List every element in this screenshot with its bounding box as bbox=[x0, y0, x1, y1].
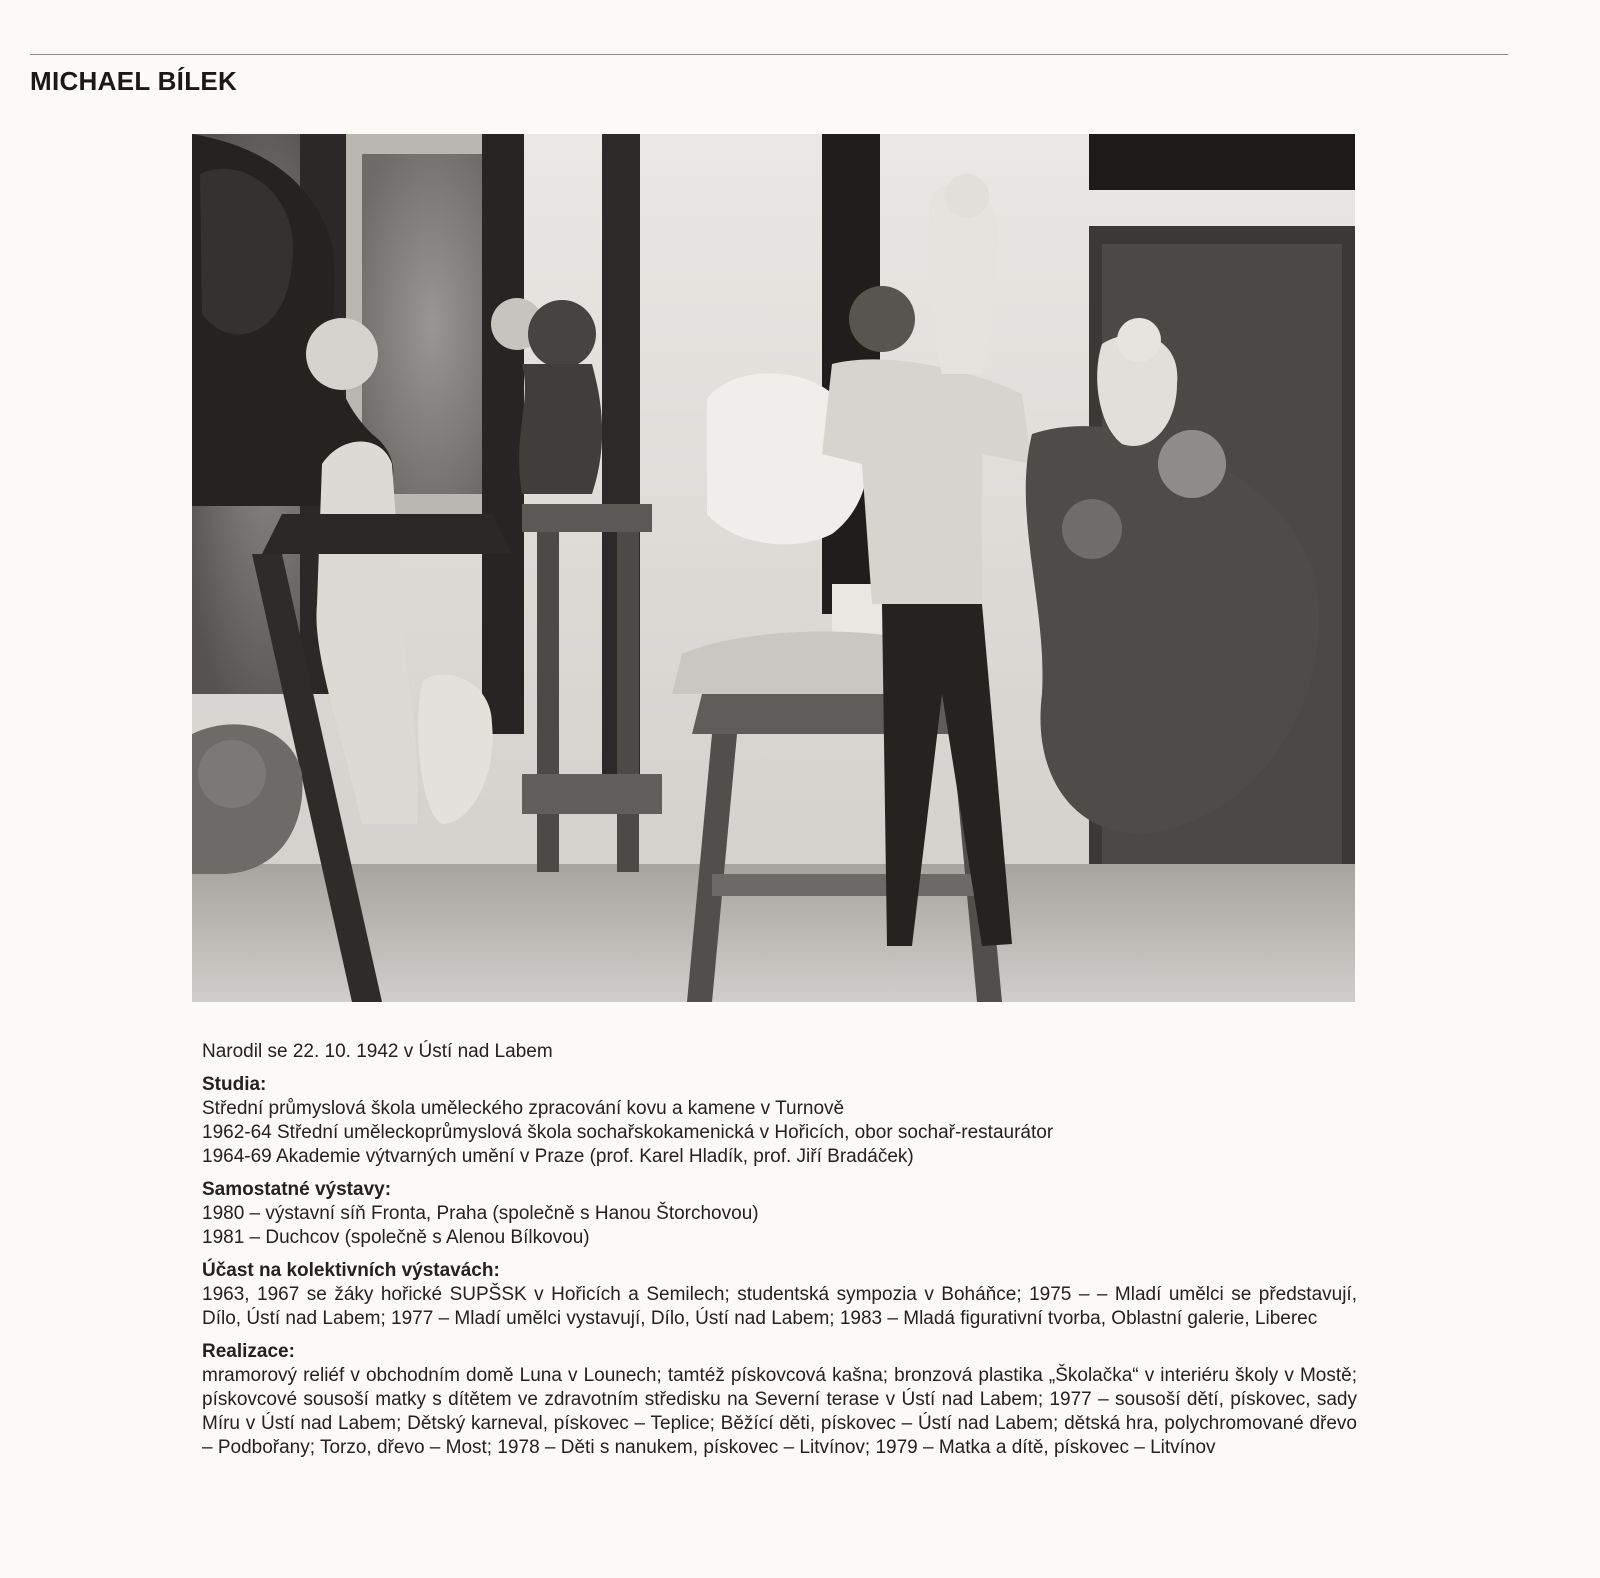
birth-info: Narodil se 22. 10. 1942 v Ústí nad Labem bbox=[202, 1041, 553, 1062]
group-exhibitions-text: 1963, 1967 se žáky hořické SUPŠSK v Hořicích a Semilech; studentská sympozia v Boháňce; 1975 – – Mladí umělci se představují, Dílo, Ústí nad Labem; 1977 – Mladí umělci vystavují, Dílo, Ústí nad Labem; 1983 – Mladá figurativní tvorba, Oblastní galerie, Liberec bbox=[202, 1284, 1357, 1329]
artist-name: MICHAEL BÍLEK bbox=[30, 66, 238, 96]
header-rule bbox=[30, 54, 1508, 55]
solo-exhibition-item: 1980 – výstavní síň Fronta, Praha (společně s Hanou Štorchovou) bbox=[202, 1203, 759, 1224]
solo-exhibitions-heading: Samostatné výstavy: bbox=[202, 1179, 392, 1200]
group-exhibitions-heading: Účast na kolektivních výstavách: bbox=[202, 1260, 500, 1281]
solo-exhibitions-section bbox=[202, 1178, 1357, 1250]
artist-biography bbox=[202, 1040, 1357, 1469]
studies-item: 1964-69 Akademie výtvarných umění v Praze (prof. Karel Hladík, prof. Jiří Bradáček) bbox=[202, 1146, 914, 1167]
studies-heading: Studia: bbox=[202, 1074, 267, 1095]
sculptor-studio-photo bbox=[192, 134, 1355, 1002]
studies-item: 1962-64 Střední uměleckoprůmyslová škola sochařskokamenická v Hořicích, obor sochař-restaurátor bbox=[202, 1122, 1054, 1143]
realizations-text: mramorový reliéf v obchodním domě Luna v Lounech; tamtéž pískovcová kašna; bronzová plastika „Školačka“ v interiéru školy v Mostě; pískovcové sousoší matky s dítětem ve zdravotním středisku na Severní terase v Ústí nad Labem; 1977 – sousoší dětí, pískovec, sady Míru v Ústí nad Labem; Dětský karneval, pískovec – Teplice; Běžící děti, pískovec – Ústí nad Labem; dětská hra, polychromované dřevo – Podbořany; Torzo, dřevo – Most; 1978 – Děti s nanukem, pískovec – Litvínov; 1979 – Matka a dítě, pískovec – Litvínov bbox=[202, 1365, 1357, 1458]
studies-item: Střední průmyslová škola uměleckého zpracování kovu a kamene v Turnově bbox=[202, 1098, 845, 1119]
group-exhibitions-section bbox=[202, 1259, 1357, 1331]
realizations-heading: Realizace: bbox=[202, 1341, 295, 1362]
solo-exhibition-item: 1981 – Duchcov (společně s Alenou Bílkovou) bbox=[202, 1227, 590, 1248]
realizations-section bbox=[202, 1340, 1357, 1460]
studies-section bbox=[202, 1073, 1357, 1169]
